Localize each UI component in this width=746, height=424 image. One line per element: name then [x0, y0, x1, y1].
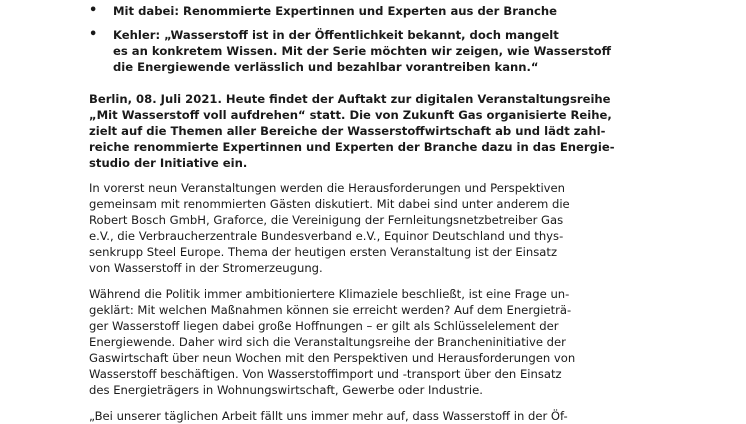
text-line: In vorerst neun Veranstaltungen werden die Herausforderungen und Perspektiven — [89, 181, 566, 195]
body-paragraph — [89, 180, 579, 276]
text-line: die Energiewende verlässlich und bezahlbar vorantreiben kann.“ — [113, 60, 539, 74]
text-line: „Mit Wasserstoff voll aufdrehen“ statt. Die von Zukunft Gas organisierte Reihe, — [89, 108, 612, 122]
text-line: ger Wasserstoff liegen dabei große Hoffnungen – er gilt als Schlüsselelement der — [89, 319, 559, 333]
text-line: Kehler: „Wasserstoff ist in der Öffentlichkeit bekannt, doch mangelt — [113, 28, 559, 42]
text-line: studio der Initiative ein. — [89, 156, 248, 170]
text-line: des Energieträgers in Wohnungswirtschaft, Gewerbe oder Industrie. — [89, 383, 483, 397]
text-line: Berlin, 08. Juli 2021. Heute findet der Auftakt zur digitalen Veranstaltungsreihe — [89, 92, 611, 106]
text-line: Robert Bosch GmbH, Graforce, die Vereinigung der Fernleitungsnetzbetreiber Gas — [89, 213, 564, 227]
text-line: Mit dabei: Renommierte Expertinnen und Experten aus der Branche — [113, 4, 558, 18]
text-line: zielt auf die Themen aller Bereiche der Wasserstoffwirtschaft ab und lädt zahl- — [89, 124, 606, 138]
bullet-item — [89, 27, 611, 75]
bullet-item — [89, 3, 569, 19]
body-paragraph — [89, 286, 579, 398]
text-line: e.V., die Verbraucherzentrale Bundesverband e.V., Equinor Deutschland und thys- — [89, 229, 564, 243]
text-line: Energiewende. Daher wird sich die Veranstaltungsreihe der Brancheninitiative der — [89, 335, 566, 349]
text-line: Während die Politik immer ambitioniertere Klimaziele beschließt, ist eine Frage un- — [89, 287, 570, 301]
text-line: Gaswirtschaft über neun Wochen mit den Perspektiven und Herausforderungen von — [89, 351, 576, 365]
text-line: es an konkretem Wissen. Mit der Serie möchten wir zeigen, wie Wasserstoff — [113, 44, 611, 58]
bullet-list — [89, 3, 611, 83]
text-line: senkrupp Steel Europe. Thema der heutigen ersten Veranstaltung ist der Einsatz — [89, 245, 558, 259]
text-line: von Wasserstoff in der Stromerzeugung. — [89, 261, 323, 275]
lead-paragraph — [89, 91, 615, 171]
text-line: Wasserstoff beschäftigen. Von Wasserstoffimport und -transport über den Einsatz — [89, 367, 562, 381]
text-line: reiche renommierte Expertinnen und Experten der Branche dazu in das Energie- — [89, 140, 615, 154]
bullet-icon: • — [89, 27, 98, 42]
bullet-icon: • — [89, 3, 98, 18]
text-line: geklärt: Mit welchen Maßnahmen können sie erreicht werden? Auf dem Energieträ- — [89, 303, 572, 317]
text-line: gemeinsam mit renommierten Gästen diskutiert. Mit dabei sind unter anderem die — [89, 197, 570, 211]
text-line: „Bei unserer täglichen Arbeit fällt uns immer mehr auf, dass Wasserstoff in der Öf- — [89, 409, 568, 423]
body-paragraph — [89, 408, 579, 424]
